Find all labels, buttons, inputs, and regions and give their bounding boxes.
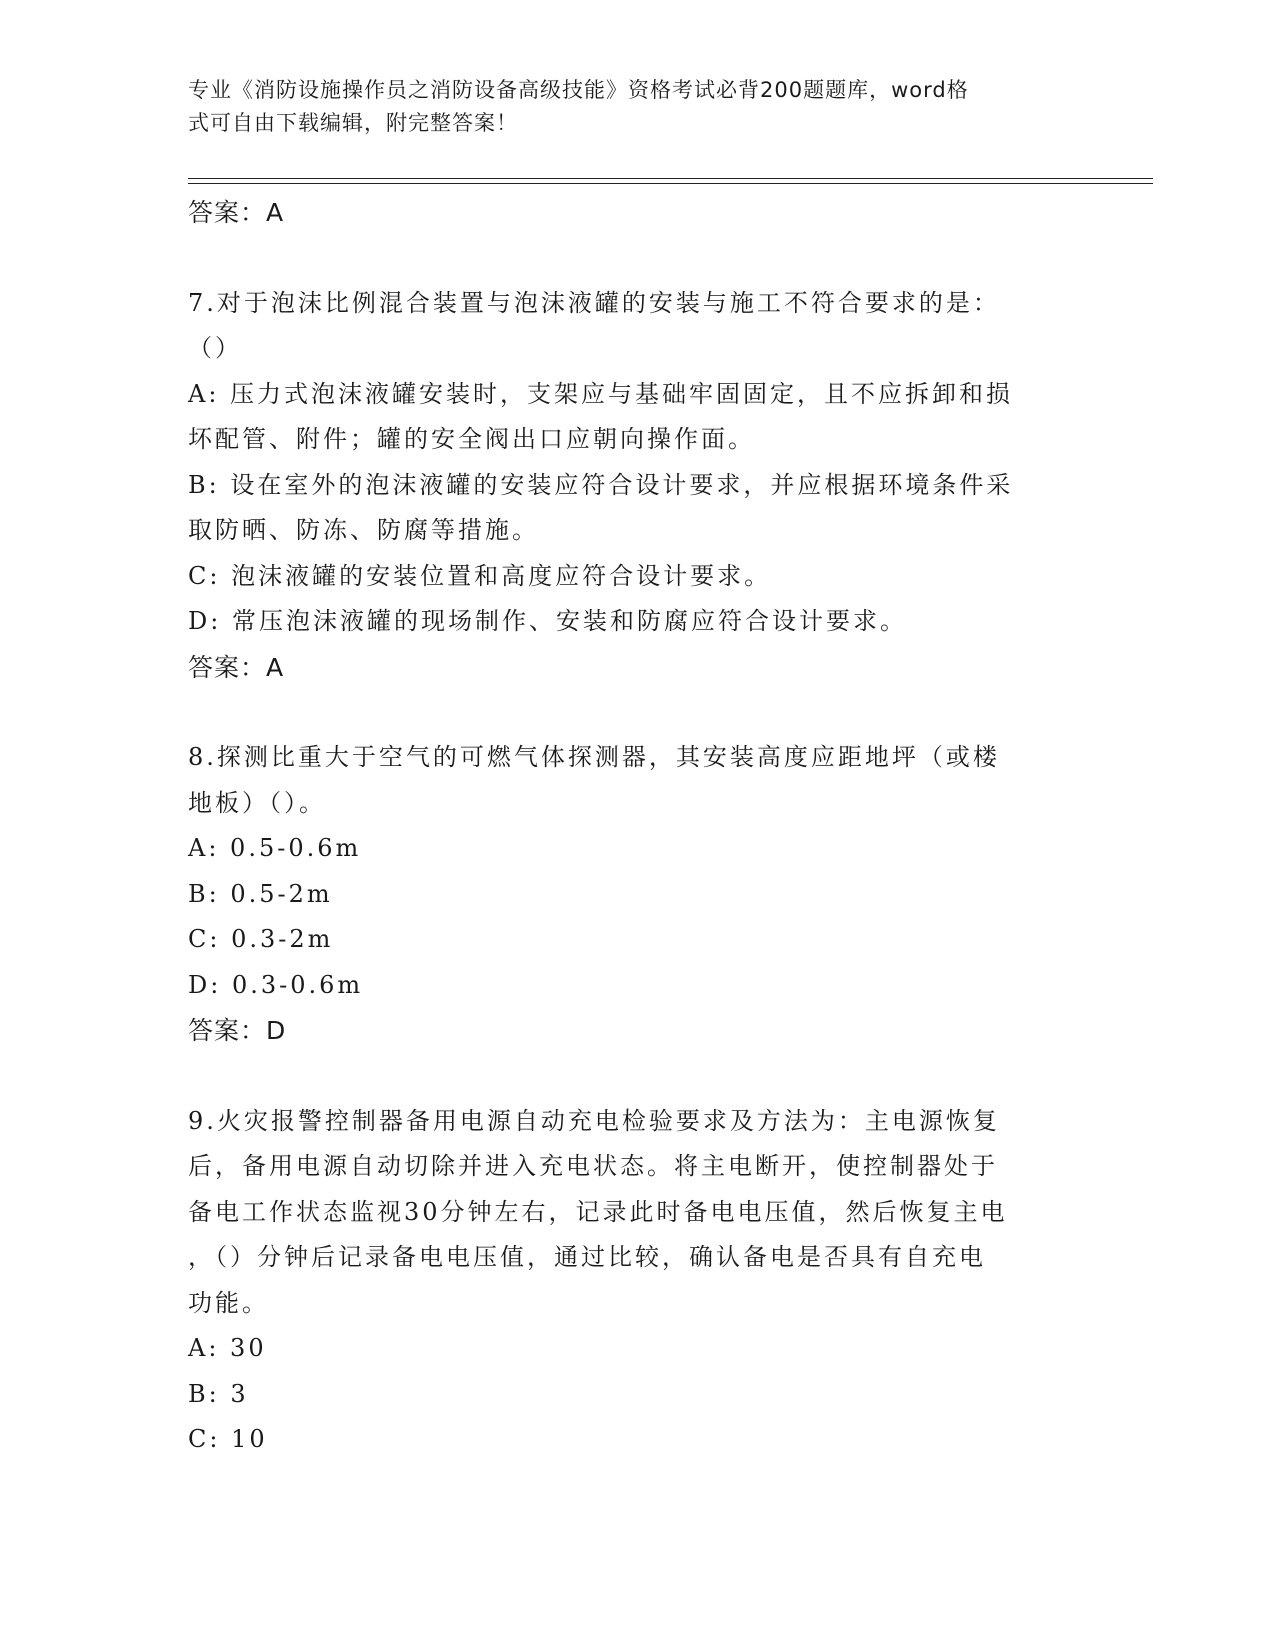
option-b-line: B: 设在室外的泡沫液罐的安装应符合设计要求，并应根据环境条件采 — [188, 470, 1014, 499]
question-9 — [188, 1099, 1068, 1463]
option-c-line: C: 0.3-2m — [188, 925, 334, 953]
block-gap — [188, 690, 1068, 735]
previous-answer: 答案：A — [188, 198, 285, 227]
question-text-line: ，（）分钟后记录备电电压值，通过比较，确认备电是否具有自充电 — [188, 1243, 986, 1271]
option-c-line: C: 泡沫液罐的安装位置和高度应符合设计要求。 — [188, 561, 772, 590]
question-list — [188, 190, 1068, 1463]
question-8 — [188, 735, 1068, 1054]
option-a-line: A: 30 — [188, 1334, 267, 1362]
block-gap — [188, 1054, 1068, 1099]
option-d-line: D: 0.3-0.6m — [188, 970, 364, 999]
question-text-line: 备电工作状态监视30分钟左右，记录此时备电电压值，然后恢复主电 — [188, 1197, 1008, 1226]
question-7 — [188, 281, 1068, 691]
question-text-line: （） — [188, 334, 242, 362]
option-a-line: A: 压力式泡沫液罐安装时，支架应与基础牢固固定，且不应拆卸和损 — [188, 379, 1014, 408]
question-text-line: 后，备用电源自动切除并进入充电状态。将主电断开，使控制器处于 — [188, 1152, 998, 1180]
option-b-line: B: 3 — [188, 1379, 249, 1408]
document-header — [188, 74, 1068, 140]
header-line-1: 专业《消防设施操作员之消防设备高级技能》资格考试必背200题题库，word格 — [188, 78, 969, 102]
option-b-line: 取防晒、防冻、防腐等措施。 — [188, 516, 539, 544]
option-c-line: C: 10 — [188, 1425, 268, 1453]
question-text-line: 7.对于泡沫比例混合装置与泡沫液罐的安装与施工不符合要求的是： — [188, 288, 1000, 317]
option-b-line: B: 0.5-2m — [188, 879, 333, 908]
option-a-line: A: 0.5-0.6m — [188, 834, 362, 862]
question-text-line: 功能。 — [188, 1288, 269, 1317]
block-gap — [188, 236, 1068, 281]
answer-label: 答案：D — [188, 1016, 287, 1045]
question-text-line: 9.火灾报警控制器备用电源自动充电检验要求及方法为：主电源恢复 — [188, 1106, 1000, 1135]
header-line-2: 式可自由下载编辑，附完整答案！ — [188, 111, 518, 135]
header-divider — [188, 178, 1153, 184]
option-d-line: D: 常压泡沫液罐的现场制作、安装和防腐应符合设计要求。 — [188, 607, 907, 635]
question-text-line: 地板）（）。 — [188, 788, 326, 817]
answer-label: 答案：A — [188, 652, 285, 682]
option-a-line: 坏配管、附件；罐的安全阀出口应朝向操作面。 — [188, 425, 755, 453]
question-text-line: 8.探测比重大于空气的可燃气体探测器，其安装高度应距地坪（或楼 — [188, 743, 1000, 771]
